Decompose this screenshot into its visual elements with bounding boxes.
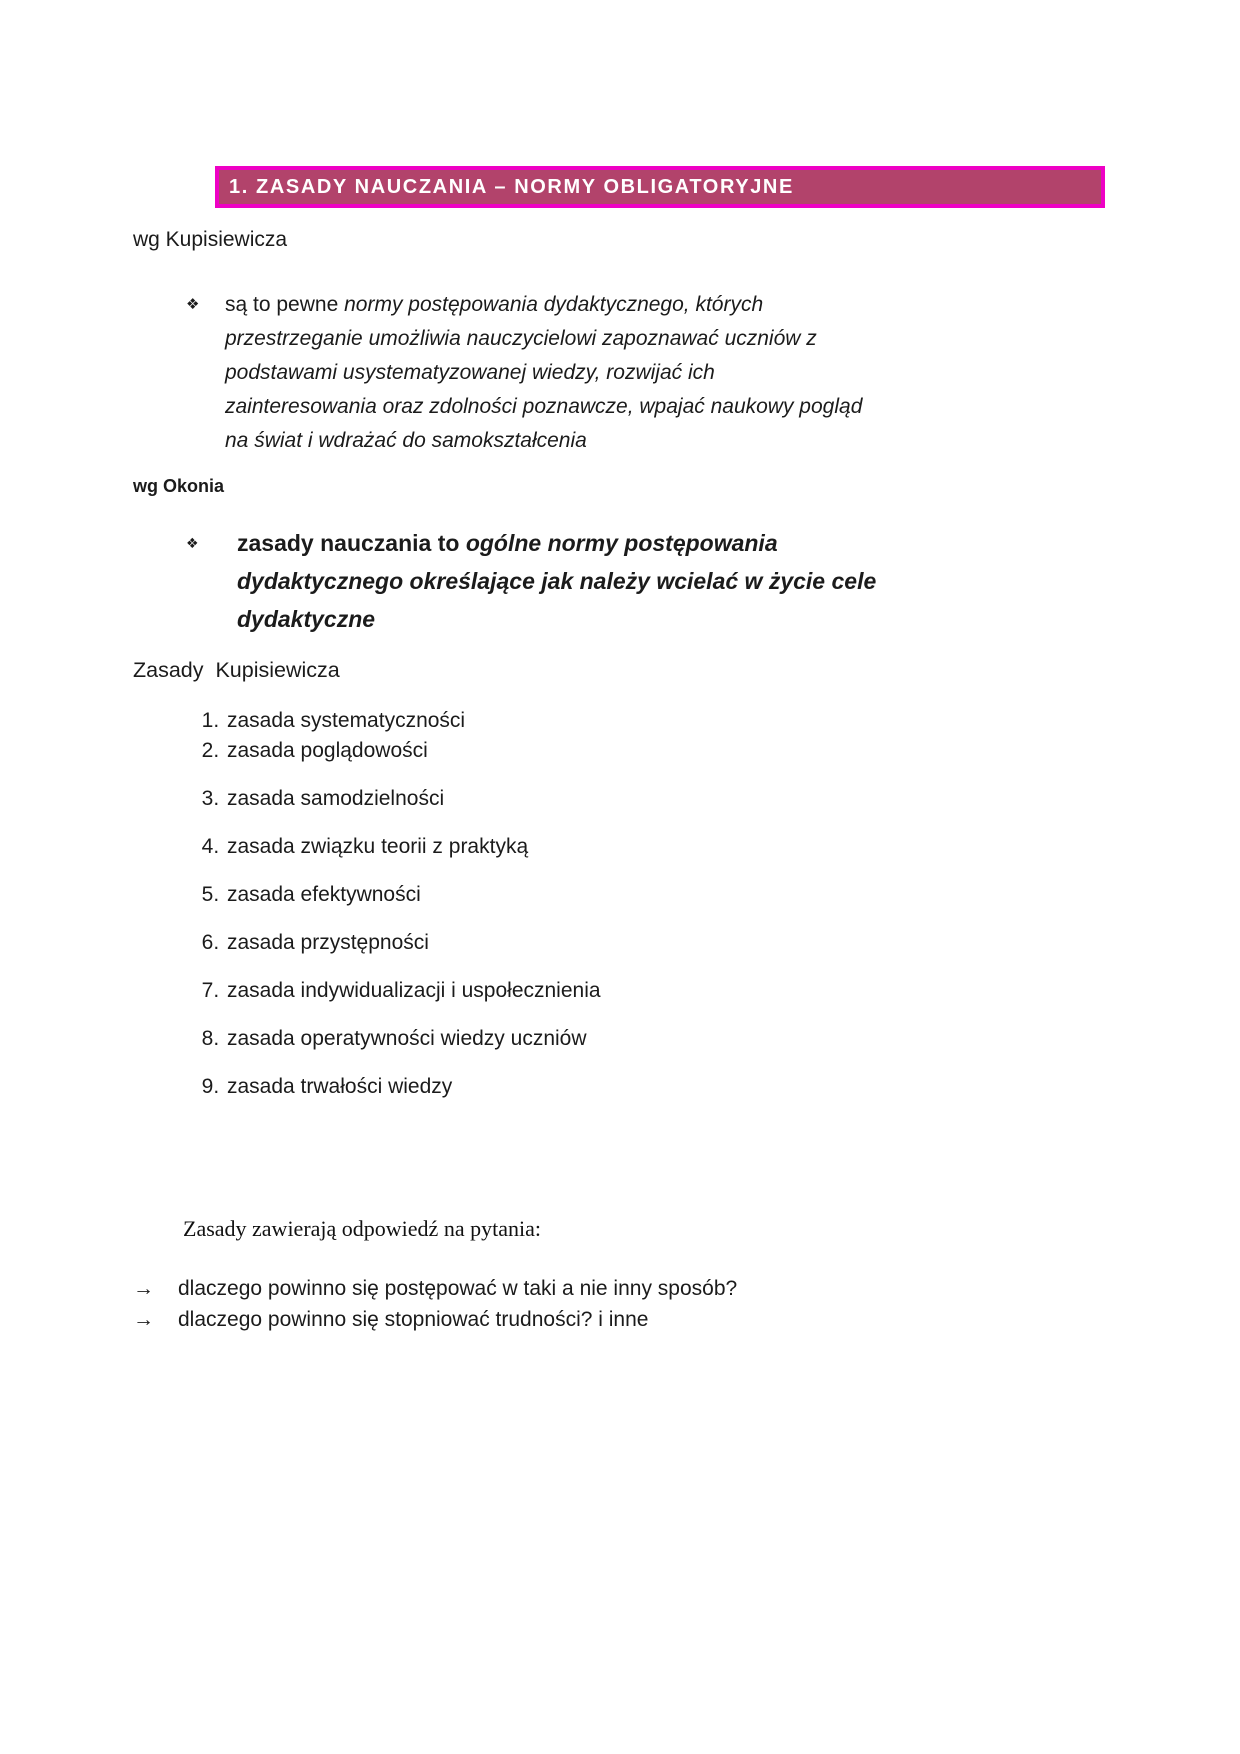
definition-italic-text: na świat i wdrażać do samokształcenia (225, 429, 587, 452)
author-label-kupisiewicz: wg Kupisiewicza (133, 228, 288, 251)
question-line (133, 1273, 737, 1304)
right-arrow-icon: → (133, 1277, 154, 1300)
definition-italic-text: podstawami usystematyzowanej wiedzy, rozwijać ich (225, 361, 715, 384)
question-line (133, 1304, 737, 1335)
definition-line (237, 600, 876, 638)
principles-list (182, 706, 601, 1102)
definition-italic-text: przestrzeganie umożliwia nauczycielowi zapoznawać uczniów z (225, 327, 817, 350)
right-arrow-icon: → (133, 1308, 154, 1331)
list-item: 1. zasada systematyczności (225, 706, 601, 736)
list-item: 4. zasada związku teorii z praktyką (225, 832, 601, 862)
questions-heading: Zasady zawierają odpowiedź na pytania: (183, 1216, 541, 1241)
list-item: 7. zasada indywidualizacji i uspołecznienia (225, 976, 601, 1006)
diamond-bullet-icon: ❖ (186, 535, 199, 551)
definition-italic-text: dydaktyczne (237, 606, 376, 632)
question-text: dlaczego powinno się postępować w taki a nie inny sposób? (178, 1277, 738, 1300)
definition-kupisiewicz (186, 288, 862, 458)
section-title: 1. ZASADY NAUCZANIA – NORMY OBLIGATORYJNE (229, 175, 794, 198)
definition-line (225, 424, 862, 458)
definition-plain-text: są to pewne (225, 293, 345, 316)
definition-okon (186, 524, 876, 638)
list-item: 8. zasada operatywności wiedzy uczniów (225, 1024, 601, 1054)
diamond-bullet-icon: ❖ (186, 296, 200, 313)
author-label-okon: wg Okonia (133, 476, 225, 496)
definition-line (225, 288, 862, 322)
definition-line (225, 356, 862, 390)
question-text: dlaczego powinno się stopniować trudności? i inne (178, 1308, 649, 1331)
questions-list (133, 1273, 737, 1335)
definition-line (237, 562, 876, 600)
list-item: 6. zasada przystępności (225, 928, 601, 958)
principles-heading: Zasady Kupisiewicza (133, 658, 340, 682)
definition-kupisiewicz-text (225, 288, 862, 458)
definition-plain-text: zasady nauczania to (237, 530, 466, 556)
list-item: 5. zasada efektywności (225, 880, 601, 910)
definition-italic-text: ogólne normy postępowania (465, 530, 778, 556)
list-item: 3. zasada samodzielności (225, 784, 601, 814)
definition-italic-text: normy postępowania dydaktycznego, których (344, 293, 764, 316)
definition-line (237, 524, 876, 562)
definition-okon-text (237, 524, 876, 638)
definition-italic-text: zainteresowania oraz zdolności poznawcze, wpajać naukowy pogląd (225, 395, 863, 418)
list-item: 2. zasada poglądowości (225, 736, 601, 766)
definition-line (225, 390, 862, 424)
list-item: 9. zasada trwałości wiedzy (225, 1072, 601, 1102)
definition-italic-text: dydaktycznego określające jak należy wcielać w życie cele (237, 568, 877, 594)
section-header-bar (215, 166, 1105, 208)
definition-line (225, 322, 862, 356)
